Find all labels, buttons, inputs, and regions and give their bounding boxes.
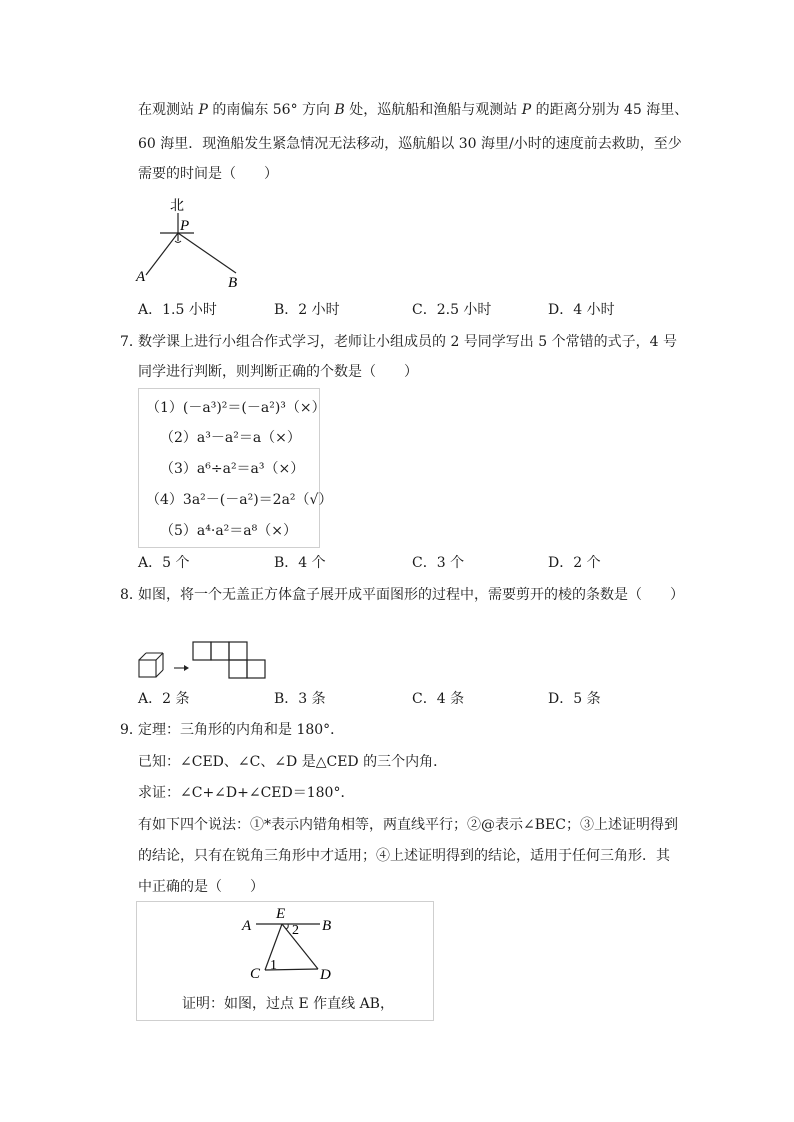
q7-line-1: 数学课上进行小组合作式学习，老师让小组成员的 2 号同学写出 5 个常错的式子，4 号	[138, 334, 677, 350]
q8-option-a: A．2 条	[138, 691, 190, 707]
q9-line-2: 已知：∠CED、∠C、∠D 是△CED 的三个内角．	[138, 754, 448, 770]
cube-net	[193, 642, 265, 678]
q9-proof-line: 证明：如图，过点 E 作直线 AB，	[182, 996, 394, 1012]
q6-angle-arc	[175, 241, 181, 243]
q7-option-d: D．2 个	[548, 555, 601, 571]
q9-line-5: 的结论，只有在锐角三角形中才适用；④上述证明得到的结论，适用于任何三角形．其	[138, 848, 670, 864]
q6-line-3: 需要的时间是（ ）	[138, 166, 278, 182]
q6-line-1: 在观测站 P 的南偏东 56° 方向 B 处，巡航船和渔船与观测站 P 的距离分别为 45 海里、	[138, 102, 689, 118]
q6-option-d: D．4 小时	[548, 302, 615, 318]
q7-item-4: （4）3a²－(－a²)＝2a²（√）	[146, 492, 333, 508]
q8-line-1: 如图，将一个无盖正方体盒子展开成平面图形的过程中，需要剪开的棱的条数是（ ）	[138, 587, 684, 603]
q7-item-2: （2）a³－a²＝a（×）	[160, 430, 301, 446]
q8-option-c: C．4 条	[412, 691, 465, 707]
q7-line-2: 同学进行判断，则判断正确的个数是（ ）	[138, 364, 418, 380]
q6-point-b: B	[228, 275, 238, 291]
q6-segment-pa	[146, 233, 178, 275]
q9-segment-ed	[282, 924, 318, 969]
q9-line-4: 有如下四个说法：①*表示内错角相等，两直线平行；②@表示∠BEC；③上述证明得到	[138, 817, 678, 833]
q7-option-c: C．3 个	[412, 555, 465, 571]
q9-point-a: A	[242, 918, 252, 934]
cube-icon	[139, 653, 163, 677]
q7-item-1: （1）(－a³)²＝(－a²)³（×）	[146, 400, 326, 416]
q9-point-e: E	[276, 906, 286, 922]
q8-figure	[136, 640, 271, 682]
q6-point-p: P	[180, 218, 190, 234]
q9-number: 9．	[120, 722, 143, 738]
q9-line-6: 中正确的是（ ）	[138, 879, 264, 895]
q6-line-2: 60 海里．现渔船发生紧急情况无法移动，巡航船以 30 海里/小时的速度前去救助，至少	[138, 136, 682, 152]
q9-point-c: C	[250, 966, 261, 982]
q7-option-a: A．5 个	[138, 555, 190, 571]
q9-angle-1: 1	[270, 958, 277, 973]
q6-north-label: 北	[170, 199, 184, 214]
q9-figure	[236, 906, 346, 982]
q6-figure	[132, 195, 247, 295]
q9-angle-2-arc	[286, 924, 288, 929]
q8-option-b: B．3 条	[274, 691, 326, 707]
q6-segment-pb	[178, 233, 236, 273]
q9-point-d: D	[320, 967, 331, 982]
q7-item-3: （3）a⁶÷a²＝a³（×）	[160, 461, 305, 477]
arrow-right-icon	[174, 665, 189, 671]
q6-point-a: A	[136, 269, 146, 285]
q6-option-a: A．1.5 小时	[138, 302, 217, 318]
q7-number: 7．	[120, 334, 143, 350]
q6-option-c: C．2.5 小时	[412, 302, 492, 318]
q9-angle-2: 2	[292, 923, 299, 938]
q9-point-b: B	[322, 918, 332, 934]
q8-number: 8．	[120, 587, 143, 603]
q9-line-3: 求证：∠C+∠D+∠CED＝180°．	[138, 785, 355, 801]
q9-line-1: 定理：三角形的内角和是 180°．	[138, 722, 345, 738]
q7-item-5: （5）a⁴·a²＝a⁸（×）	[160, 523, 297, 539]
q8-option-d: D．5 条	[548, 691, 601, 707]
q6-option-b: B．2 小时	[274, 302, 340, 318]
q7-option-b: B．4 个	[274, 555, 326, 571]
